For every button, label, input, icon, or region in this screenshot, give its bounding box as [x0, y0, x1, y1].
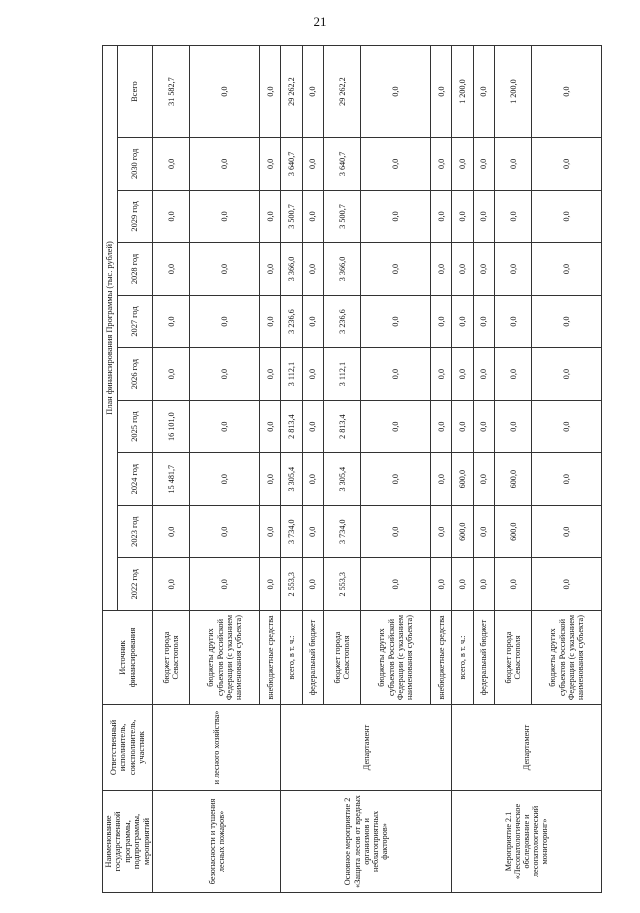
amount-cell: 0,0 — [361, 453, 431, 506]
amount-cell: 0,0 — [153, 190, 190, 243]
amount-cell: 2 553,3 — [324, 558, 361, 611]
header-year: Всего — [117, 46, 152, 138]
amount-cell: 16 101,0 — [153, 400, 190, 453]
responsible-executor: и лесного хозяйства» — [153, 705, 281, 791]
amount-cell: 0,0 — [361, 400, 431, 453]
amount-cell: 0,0 — [260, 138, 281, 191]
amount-cell: 0,0 — [532, 295, 602, 348]
page-number: 21 — [313, 14, 327, 29]
amount-cell: 0,0 — [473, 138, 494, 191]
amount-cell: 0,0 — [494, 295, 531, 348]
amount-cell: 3 305,4 — [324, 453, 361, 506]
measure-name: Основное мероприятие 2 «Защита лесов от вредных организмов и неблагоприятных факторов» — [281, 790, 452, 892]
amount-cell: 0,0 — [190, 138, 260, 191]
amount-cell: 0,0 — [473, 348, 494, 401]
amount-cell: 2 813,4 — [324, 400, 361, 453]
amount-cell: 0,0 — [260, 295, 281, 348]
amount-cell: 600,0 — [494, 505, 531, 558]
amount-cell: 3 112,1 — [324, 348, 361, 401]
amount-cell: 3 366,0 — [281, 243, 302, 296]
measure-name: Мероприятие 2.1 «Лесопатологическое обследование и лесопатологический мониторинг» — [452, 790, 602, 892]
header-name: Наименование государственной программы, подпрограммы, мероприятий — [103, 790, 153, 892]
amount-cell: 0,0 — [302, 243, 323, 296]
amount-cell: 0,0 — [190, 505, 260, 558]
amount-cell: 0,0 — [430, 400, 451, 453]
amount-cell: 3 236,6 — [281, 295, 302, 348]
header-year: 2022 год — [117, 558, 152, 611]
amount-cell: 0,0 — [452, 295, 473, 348]
amount-cell: 0,0 — [452, 558, 473, 611]
table-row — [452, 46, 473, 893]
amount-cell: 3 640,7 — [324, 138, 361, 191]
amount-cell: 0,0 — [260, 400, 281, 453]
amount-cell: 3 366,0 — [324, 243, 361, 296]
header-year: 2025 год — [117, 400, 152, 453]
amount-cell: 0,0 — [452, 400, 473, 453]
funding-source: бюджет города Севастополя — [494, 611, 531, 705]
responsible-executor: Департамент — [452, 705, 602, 791]
amount-cell: 0,0 — [361, 190, 431, 243]
amount-cell: 0,0 — [532, 453, 602, 506]
amount-cell: 0,0 — [473, 505, 494, 558]
amount-cell: 0,0 — [452, 348, 473, 401]
amount-cell: 0,0 — [153, 243, 190, 296]
total-cell: 1 200,0 — [452, 46, 473, 138]
amount-cell: 0,0 — [430, 453, 451, 506]
amount-cell: 0,0 — [473, 295, 494, 348]
amount-cell: 0,0 — [190, 453, 260, 506]
funding-source: бюджет города Севастополя — [324, 611, 361, 705]
total-cell: 29 262,2 — [324, 46, 361, 138]
amount-cell: 3 734,0 — [324, 505, 361, 558]
amount-cell: 600,0 — [452, 505, 473, 558]
amount-cell: 0,0 — [361, 505, 431, 558]
amount-cell: 0,0 — [532, 400, 602, 453]
amount-cell: 0,0 — [302, 505, 323, 558]
amount-cell: 0,0 — [260, 558, 281, 611]
header-year: 2026 год — [117, 348, 152, 401]
measure-name: безопасности и тушения лесных пожаров» — [153, 790, 281, 892]
amount-cell: 0,0 — [452, 243, 473, 296]
funding-source: внебюджетные средства — [260, 611, 281, 705]
amount-cell: 0,0 — [532, 348, 602, 401]
total-cell: 0,0 — [430, 46, 451, 138]
amount-cell: 0,0 — [260, 453, 281, 506]
amount-cell: 0,0 — [494, 138, 531, 191]
header-year: 2030 год — [117, 138, 152, 191]
amount-cell: 0,0 — [190, 295, 260, 348]
amount-cell: 0,0 — [361, 243, 431, 296]
amount-cell: 2 813,4 — [281, 400, 302, 453]
responsible-executor: Департамент — [281, 705, 452, 791]
funding-source: бюджеты других субъектов Российской Федерации (с указанием наименования субъекта) — [361, 611, 431, 705]
amount-cell: 0,0 — [302, 295, 323, 348]
amount-cell: 600,0 — [452, 453, 473, 506]
amount-cell: 0,0 — [260, 190, 281, 243]
amount-cell: 0,0 — [302, 400, 323, 453]
header-year: 2023 год — [117, 505, 152, 558]
amount-cell: 0,0 — [302, 453, 323, 506]
total-cell: 0,0 — [260, 46, 281, 138]
amount-cell: 0,0 — [190, 243, 260, 296]
header-responsible: Ответственный исполнитель, соисполнитель, участник — [103, 705, 153, 791]
amount-cell: 0,0 — [260, 505, 281, 558]
amount-cell: 0,0 — [430, 138, 451, 191]
total-cell: 0,0 — [302, 46, 323, 138]
amount-cell: 0,0 — [190, 348, 260, 401]
amount-cell: 0,0 — [190, 190, 260, 243]
financing-table-wrapper — [102, 45, 600, 893]
amount-cell: 0,0 — [532, 243, 602, 296]
amount-cell: 0,0 — [153, 558, 190, 611]
amount-cell: 15 481,7 — [153, 453, 190, 506]
header-year: 2029 год — [117, 190, 152, 243]
amount-cell: 0,0 — [153, 295, 190, 348]
total-cell: 0,0 — [190, 46, 260, 138]
funding-source: всего, в т. ч.: — [281, 611, 302, 705]
amount-cell: 0,0 — [532, 190, 602, 243]
amount-cell: 0,0 — [430, 295, 451, 348]
header-year: 2027 год — [117, 295, 152, 348]
amount-cell: 0,0 — [153, 505, 190, 558]
amount-cell: 0,0 — [494, 243, 531, 296]
amount-cell: 0,0 — [302, 190, 323, 243]
total-cell: 31 582,7 — [153, 46, 190, 138]
amount-cell: 0,0 — [260, 243, 281, 296]
amount-cell: 0,0 — [494, 558, 531, 611]
total-cell: 0,0 — [361, 46, 431, 138]
total-cell: 1 200,0 — [494, 46, 531, 138]
amount-cell: 0,0 — [430, 505, 451, 558]
amount-cell: 600,0 — [494, 453, 531, 506]
amount-cell: 0,0 — [452, 190, 473, 243]
amount-cell: 0,0 — [361, 138, 431, 191]
amount-cell: 0,0 — [302, 558, 323, 611]
table-row — [281, 46, 302, 893]
header-plan-title: План финансирования Программы (тыс. рублей) — [103, 46, 118, 611]
table-row — [153, 46, 190, 893]
amount-cell: 0,0 — [494, 190, 531, 243]
funding-source: бюджет города Севастополя — [153, 611, 190, 705]
amount-cell: 0,0 — [473, 558, 494, 611]
amount-cell: 0,0 — [494, 348, 531, 401]
amount-cell: 0,0 — [532, 138, 602, 191]
total-cell: 0,0 — [532, 46, 602, 138]
funding-source: бюджеты других субъектов Российской Федерации (с указанием наименования субъекта) — [190, 611, 260, 705]
total-cell: 29 262,2 — [281, 46, 302, 138]
header-source: Источник финансирования — [103, 611, 153, 705]
amount-cell: 0,0 — [153, 138, 190, 191]
amount-cell: 0,0 — [190, 400, 260, 453]
amount-cell: 0,0 — [302, 138, 323, 191]
header-year: 2024 год — [117, 453, 152, 506]
amount-cell: 3 500,7 — [281, 190, 302, 243]
funding-source: бюджеты других субъектов Российской Федерации (с указанием наименования субъекта) — [532, 611, 602, 705]
total-cell: 0,0 — [473, 46, 494, 138]
amount-cell: 0,0 — [473, 453, 494, 506]
amount-cell: 0,0 — [473, 400, 494, 453]
amount-cell: 3 236,6 — [324, 295, 361, 348]
amount-cell: 3 640,7 — [281, 138, 302, 191]
amount-cell: 0,0 — [494, 400, 531, 453]
financing-plan-table — [102, 45, 602, 893]
amount-cell: 2 553,3 — [281, 558, 302, 611]
amount-cell: 0,0 — [361, 348, 431, 401]
header-year: 2028 год — [117, 243, 152, 296]
amount-cell: 0,0 — [302, 348, 323, 401]
funding-source: федеральный бюджет — [473, 611, 494, 705]
amount-cell: 0,0 — [473, 243, 494, 296]
funding-source: внебюджетные средства — [430, 611, 451, 705]
funding-source: федеральный бюджет — [302, 611, 323, 705]
amount-cell: 0,0 — [361, 295, 431, 348]
funding-source: всего, в т. ч.: — [452, 611, 473, 705]
amount-cell: 3 500,7 — [324, 190, 361, 243]
amount-cell: 0,0 — [532, 558, 602, 611]
amount-cell: 3 305,4 — [281, 453, 302, 506]
amount-cell: 0,0 — [190, 558, 260, 611]
amount-cell: 0,0 — [260, 348, 281, 401]
amount-cell: 0,0 — [430, 190, 451, 243]
amount-cell: 0,0 — [430, 348, 451, 401]
amount-cell: 0,0 — [473, 190, 494, 243]
amount-cell: 0,0 — [452, 138, 473, 191]
amount-cell: 3 734,0 — [281, 505, 302, 558]
amount-cell: 0,0 — [430, 558, 451, 611]
amount-cell: 0,0 — [430, 243, 451, 296]
amount-cell: 3 112,1 — [281, 348, 302, 401]
amount-cell: 0,0 — [153, 348, 190, 401]
amount-cell: 0,0 — [532, 505, 602, 558]
amount-cell: 0,0 — [361, 558, 431, 611]
